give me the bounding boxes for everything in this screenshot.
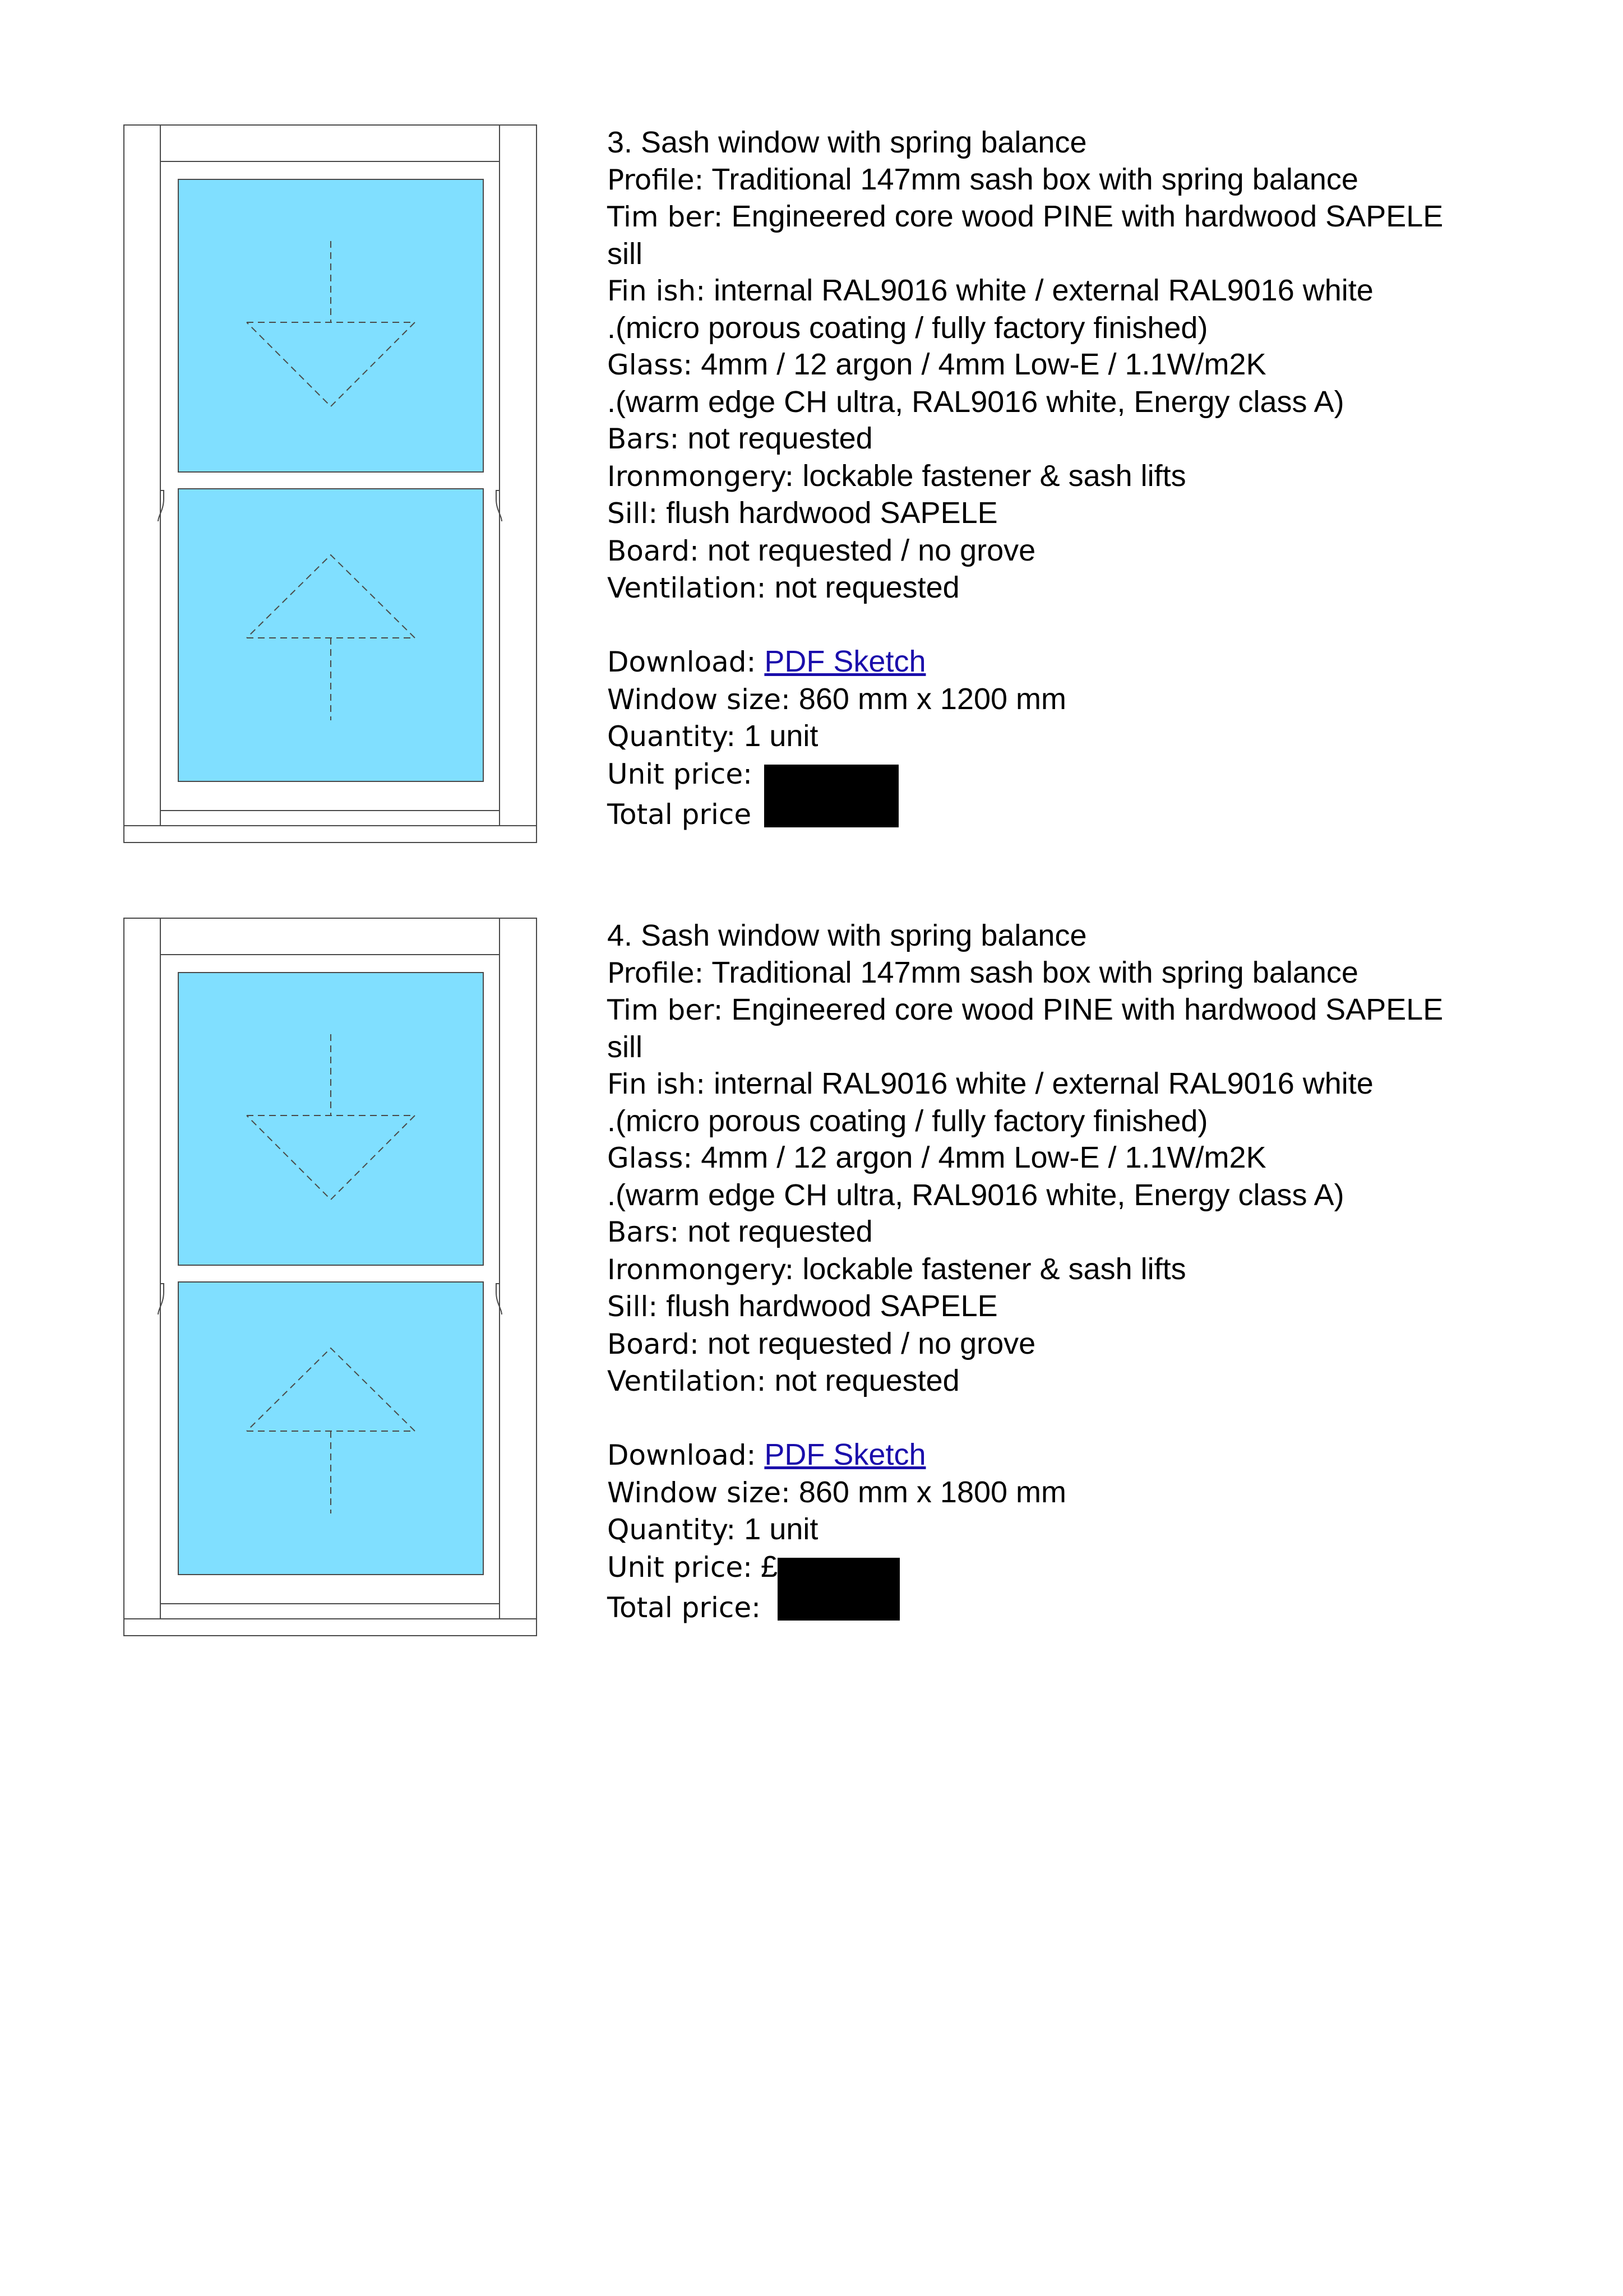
spec-row-unit-price: Unit price: £ xyxy=(607,1549,1560,1621)
spec-row-board: Board: not requested / no grove xyxy=(607,1326,1036,1360)
ironmongery-value: lockable fastener & sash lifts xyxy=(802,459,1186,493)
ventilation-value: not requested xyxy=(774,571,960,604)
sash-window-sketch xyxy=(123,123,538,846)
redacted-unit-price xyxy=(778,1558,900,1621)
sill-board xyxy=(124,1619,537,1636)
finish-note: .(micro porous coating / fully factory finished) xyxy=(607,311,1208,345)
ventilation-value: not requested xyxy=(774,1364,960,1397)
spec-row-finish: Fin ish: internal RAL9016 white / external RAL9016 white xyxy=(607,1067,1374,1100)
timber-value-continued: sill xyxy=(607,237,642,271)
item-title: 4. Sash window with spring balance xyxy=(607,919,1087,952)
window-spec xyxy=(607,918,1560,1626)
spec-row-ironmongery: Ironmongery: lockable fastener & sash lifts xyxy=(607,459,1186,493)
spec-row-finish: Fin ish: internal RAL9016 white / external RAL9016 white xyxy=(607,274,1374,307)
glass-value: 4mm / 12 argon / 4mm Low-E / 1.1W/m2K xyxy=(701,348,1266,381)
spec-row-bars: Bars: not requested xyxy=(607,1215,873,1248)
quantity-value: 1 unit xyxy=(744,1512,819,1546)
window-size-value: 860 mm x 1800 mm xyxy=(798,1475,1067,1509)
spec-row-profile: Profile: Traditional 147mm sash box with spring balance xyxy=(607,162,1358,196)
finish-value: internal RAL9016 white / external RAL9016 white xyxy=(714,274,1374,307)
spec-row-unit-price: Unit price: xyxy=(607,756,1560,827)
item-title: 3. Sash window with spring balance xyxy=(607,126,1087,159)
sash-window-sketch xyxy=(123,916,538,1640)
finish-value: internal RAL9016 white / external RAL9016 white xyxy=(714,1067,1374,1100)
board-value: not requested / no grove xyxy=(707,1326,1036,1360)
pdf-sketch-link[interactable]: PDF Sketch xyxy=(764,1438,926,1471)
window-item-3 xyxy=(0,0,1623,831)
spec-row-glass: Glass: 4mm / 12 argon / 4mm Low-E / 1.1W/m2K xyxy=(607,348,1266,381)
spec-row-timber: Tim ber: Engineered core wood PINE with hardwood SAPELE xyxy=(607,200,1444,233)
sill-value: flush hardwood SAPELE xyxy=(666,496,998,530)
currency-symbol: £ xyxy=(760,1549,778,1584)
spec-row-ventilation: Ventilation: not requested xyxy=(607,571,960,604)
spec-row-total-price: Total price xyxy=(607,798,752,831)
pdf-sketch-link[interactable]: PDF Sketch xyxy=(764,645,926,678)
window-size-value: 860 mm x 1200 mm xyxy=(798,682,1067,716)
window-item-4 xyxy=(0,793,1623,1624)
glass-value: 4mm / 12 argon / 4mm Low-E / 1.1W/m2K xyxy=(701,1141,1266,1174)
spec-row-quantity: Quantity: 1 unit xyxy=(607,719,819,753)
timber-value: Engineered core wood PINE with hardwood SAPELE xyxy=(731,200,1444,233)
ironmongery-value: lockable fastener & sash lifts xyxy=(802,1252,1186,1286)
spec-row-board: Board: not requested / no grove xyxy=(607,533,1036,567)
spec-row-window-size: Window size: 860 mm x 1200 mm xyxy=(607,682,1067,716)
spec-row-sill: Sill: flush hardwood SAPELE xyxy=(607,496,998,530)
spec-row-profile: Profile: Traditional 147mm sash box with spring balance xyxy=(607,955,1358,989)
bars-value: not requested xyxy=(687,422,873,455)
quantity-value: 1 unit xyxy=(744,719,819,753)
top-sash-glass xyxy=(178,973,483,1265)
profile-value: Traditional 147mm sash box with spring balance xyxy=(711,162,1358,196)
spec-row-total-price: Total price: xyxy=(607,1591,761,1624)
board-value: not requested / no grove xyxy=(707,533,1036,567)
spec-row-ventilation: Ventilation: not requested xyxy=(607,1364,960,1397)
spec-row-window-size: Window size: 860 mm x 1800 mm xyxy=(607,1475,1067,1509)
spec-row-quantity: Quantity: 1 unit xyxy=(607,1512,819,1546)
top-sash-glass xyxy=(178,179,483,472)
timber-value: Engineered core wood PINE with hardwood SAPELE xyxy=(731,993,1444,1026)
bottom-sash-glass xyxy=(178,489,483,781)
window-spec xyxy=(607,124,1560,833)
profile-value: Traditional 147mm sash box with spring balance xyxy=(711,955,1358,989)
spec-row-download: Download: PDF Sketch xyxy=(607,1438,926,1471)
spec-row-bars: Bars: not requested xyxy=(607,422,873,455)
finish-note: .(micro porous coating / fully factory finished) xyxy=(607,1104,1208,1138)
timber-value-continued: sill xyxy=(607,1030,642,1064)
bottom-sash-glass xyxy=(178,1282,483,1575)
spec-row-ironmongery: Ironmongery: lockable fastener & sash lifts xyxy=(607,1252,1186,1286)
sill-value: flush hardwood SAPELE xyxy=(666,1289,998,1323)
spec-row-glass: Glass: 4mm / 12 argon / 4mm Low-E / 1.1W/m2K xyxy=(607,1141,1266,1174)
bars-value: not requested xyxy=(687,1215,873,1248)
glass-note: .(warm edge CH ultra, RAL9016 white, Energy class A) xyxy=(607,385,1344,419)
glass-note: .(warm edge CH ultra, RAL9016 white, Energy class A) xyxy=(607,1178,1344,1212)
spec-row-download: Download: PDF Sketch xyxy=(607,645,926,678)
spec-row-timber: Tim ber: Engineered core wood PINE with hardwood SAPELE xyxy=(607,993,1444,1026)
spec-row-sill: Sill: flush hardwood SAPELE xyxy=(607,1289,998,1323)
